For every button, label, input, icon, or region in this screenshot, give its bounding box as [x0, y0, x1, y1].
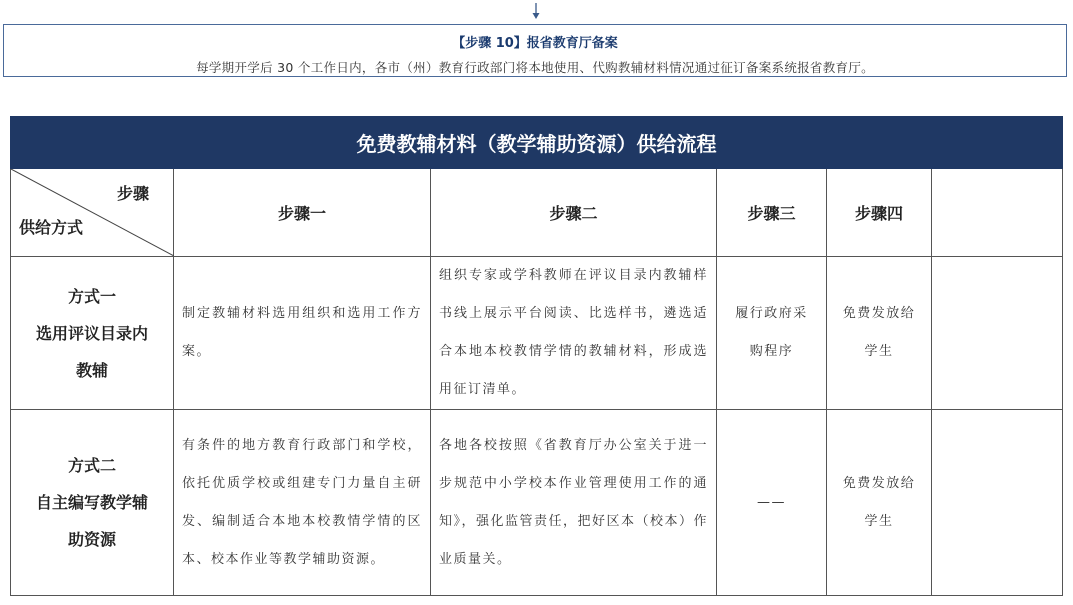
- method2-step3: ——: [717, 410, 827, 596]
- corner-steps-label: 步骤: [116, 184, 149, 203]
- method2-step4: 免费发放给学生: [827, 410, 932, 596]
- step10-description: 每学期开学后 30 个工作日内，各市（州）教育行政部门将本地使用、代购教辅材料情况通过征订备案系统报省教育厅。: [196, 60, 874, 75]
- method2-label: [11, 410, 174, 596]
- method2-step1: 有条件的地方教育行政部门和学校，依托优质学校或组建专门力量自主研发、编制适合本地本校教情学情的区本、校本作业等教学辅助资源。: [174, 410, 431, 596]
- column-header-step2: 步骤二: [431, 169, 717, 257]
- corner-method-label: 供给方式: [19, 218, 84, 237]
- method1-step2: 组织专家或学科教师在评议目录内教辅样书线上展示平台阅读、比选样书，遴选适合本地本校教情学情的教辅材料，形成选用征订清单。: [431, 257, 717, 410]
- table-title: 免费教辅材料（教学辅助资源）供给流程: [11, 117, 1063, 169]
- column-header-step1: 步骤一: [174, 169, 431, 257]
- down-arrow-icon: [531, 2, 541, 20]
- column-header-step3: 步骤三: [717, 169, 827, 257]
- method1-step5: [932, 257, 1063, 410]
- method2-label-line3: 助资源: [67, 530, 116, 549]
- method2-step2: 各地各校按照《省教育厅办公室关于进一步规范中小学校本作业管理使用工作的通知》，强化监管责任，把好区本（校本）作业质量关。: [431, 410, 717, 596]
- table-row: [11, 257, 1063, 410]
- table-row: [11, 410, 1063, 596]
- method1-label-line3: 教辅: [75, 360, 108, 380]
- method2-step5: [932, 410, 1063, 596]
- method2-label-line2: 自主编写教学辅: [35, 493, 148, 512]
- supply-flow-table: [10, 116, 1063, 596]
- column-header-step4: 步骤四: [827, 169, 932, 257]
- step10-box: [3, 24, 1067, 77]
- method1-label: [11, 257, 174, 410]
- method1-step1: 制定教辅材料选用组织和选用工作方案。: [174, 257, 431, 410]
- method1-step4: 免费发放给学生: [827, 257, 932, 410]
- method1-label-line2: 选用评议目录内: [35, 323, 148, 343]
- column-header-empty: [932, 169, 1063, 257]
- method1-step3: 履行政府采购程序: [717, 257, 827, 410]
- step10-title: 【步骤 10】报省教育厅备案: [452, 36, 618, 51]
- diagonal-divider: [11, 169, 174, 256]
- method1-label-line1: 方式一: [67, 286, 116, 306]
- method2-label-line1: 方式二: [67, 456, 116, 475]
- corner-header-cell: [11, 169, 174, 257]
